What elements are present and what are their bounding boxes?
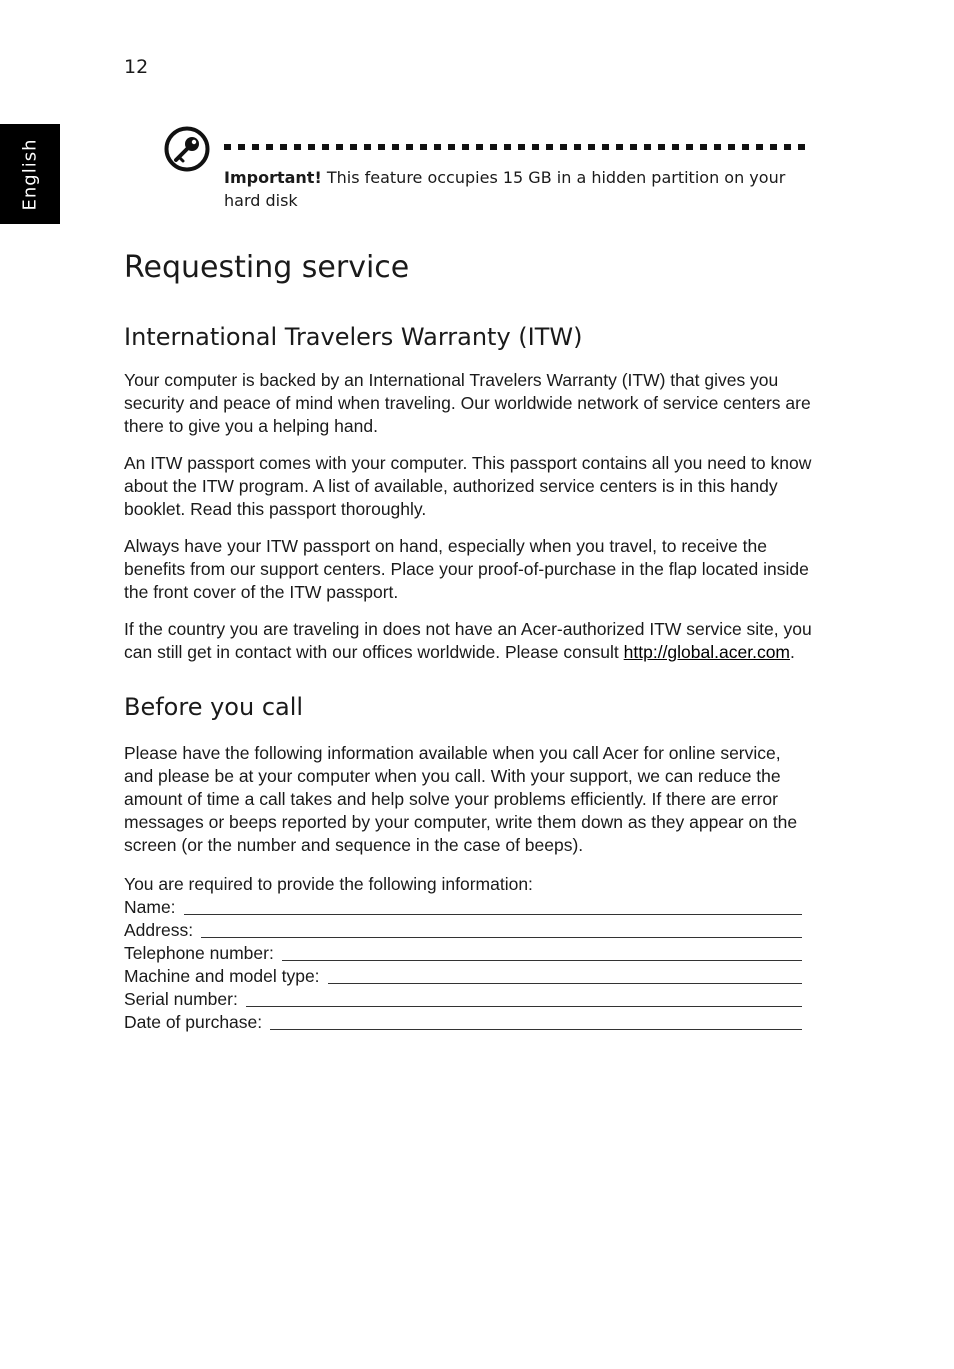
acer-global-link[interactable]: http://global.acer.com <box>623 642 791 662</box>
before-call-paragraph: Please have the following information available when you call Acer for online service, and please be at your computer when you call. With your support, we can reduce the amount of time a call takes and help solve your problems efficiently. If there are error messages or beeps reported by your computer, write them down as they appear on the screen (or the number and sequence in the case of beeps). <box>124 743 798 855</box>
form-row-name <box>124 896 802 919</box>
itw-contact-paragraph <box>124 618 814 664</box>
page-number: 12 <box>124 56 149 78</box>
form-row-purchase-date <box>124 1011 802 1034</box>
itw-contact-end: . <box>790 642 795 662</box>
important-note <box>224 166 804 212</box>
itw-paragraph: Always have your ITW passport on hand, especially when you travel, to receive the benefits from our support centers. Place your proof-of-purchase in the flap located inside the front cover of the ITW passport. <box>124 536 809 602</box>
itw-heading: International Travelers Warranty (ITW) <box>124 323 583 351</box>
fill-in-line <box>328 983 802 984</box>
form-label: Address: <box>124 920 194 940</box>
form-label: Serial number: <box>124 989 238 1009</box>
itw-contact-text: If the country you are traveling in does not have an Acer-authorized ITW service site, you can still get in contact with our offices worldwide. Please consult <box>124 619 812 662</box>
fill-in-line <box>246 1006 802 1007</box>
form-label: Date of purchase: <box>124 1012 263 1032</box>
form-label: Machine and model type: <box>124 966 320 986</box>
language-tab <box>0 124 60 224</box>
dotted-divider <box>224 144 806 150</box>
form-row-serial <box>124 988 802 1011</box>
important-text: This feature occupies 15 GB in a hidden partition on your hard disk <box>224 168 786 210</box>
itw-paragraph: Your computer is backed by an International Travelers Warranty (ITW) that gives you security and peace of mind when traveling. Our worldwide network of service centers are there to give you a helping hand. <box>124 370 811 436</box>
required-info-intro: You are required to provide the following information: <box>124 874 533 894</box>
before-call-heading: Before you call <box>124 693 304 721</box>
fill-in-line <box>201 937 802 938</box>
form-row-telephone <box>124 942 802 965</box>
language-tab-label: English <box>19 138 41 210</box>
fill-in-line <box>282 960 802 961</box>
form-label: Telephone number: <box>124 943 274 963</box>
key-icon <box>164 126 210 172</box>
fill-in-line <box>270 1029 802 1030</box>
form-label: Name: <box>124 897 176 917</box>
main-content <box>124 246 814 1034</box>
fill-in-line <box>184 914 802 915</box>
form-row-machine-model <box>124 965 802 988</box>
page-title: Requesting service <box>124 250 410 285</box>
info-form <box>124 896 802 1034</box>
itw-paragraph: An ITW passport comes with your computer. This passport contains all you need to know about the ITW program. A list of available, authorized service centers is in this handy booklet. Read this passport thoroughly. <box>124 453 812 519</box>
form-row-address <box>124 919 802 942</box>
important-label: Important! <box>224 168 322 187</box>
